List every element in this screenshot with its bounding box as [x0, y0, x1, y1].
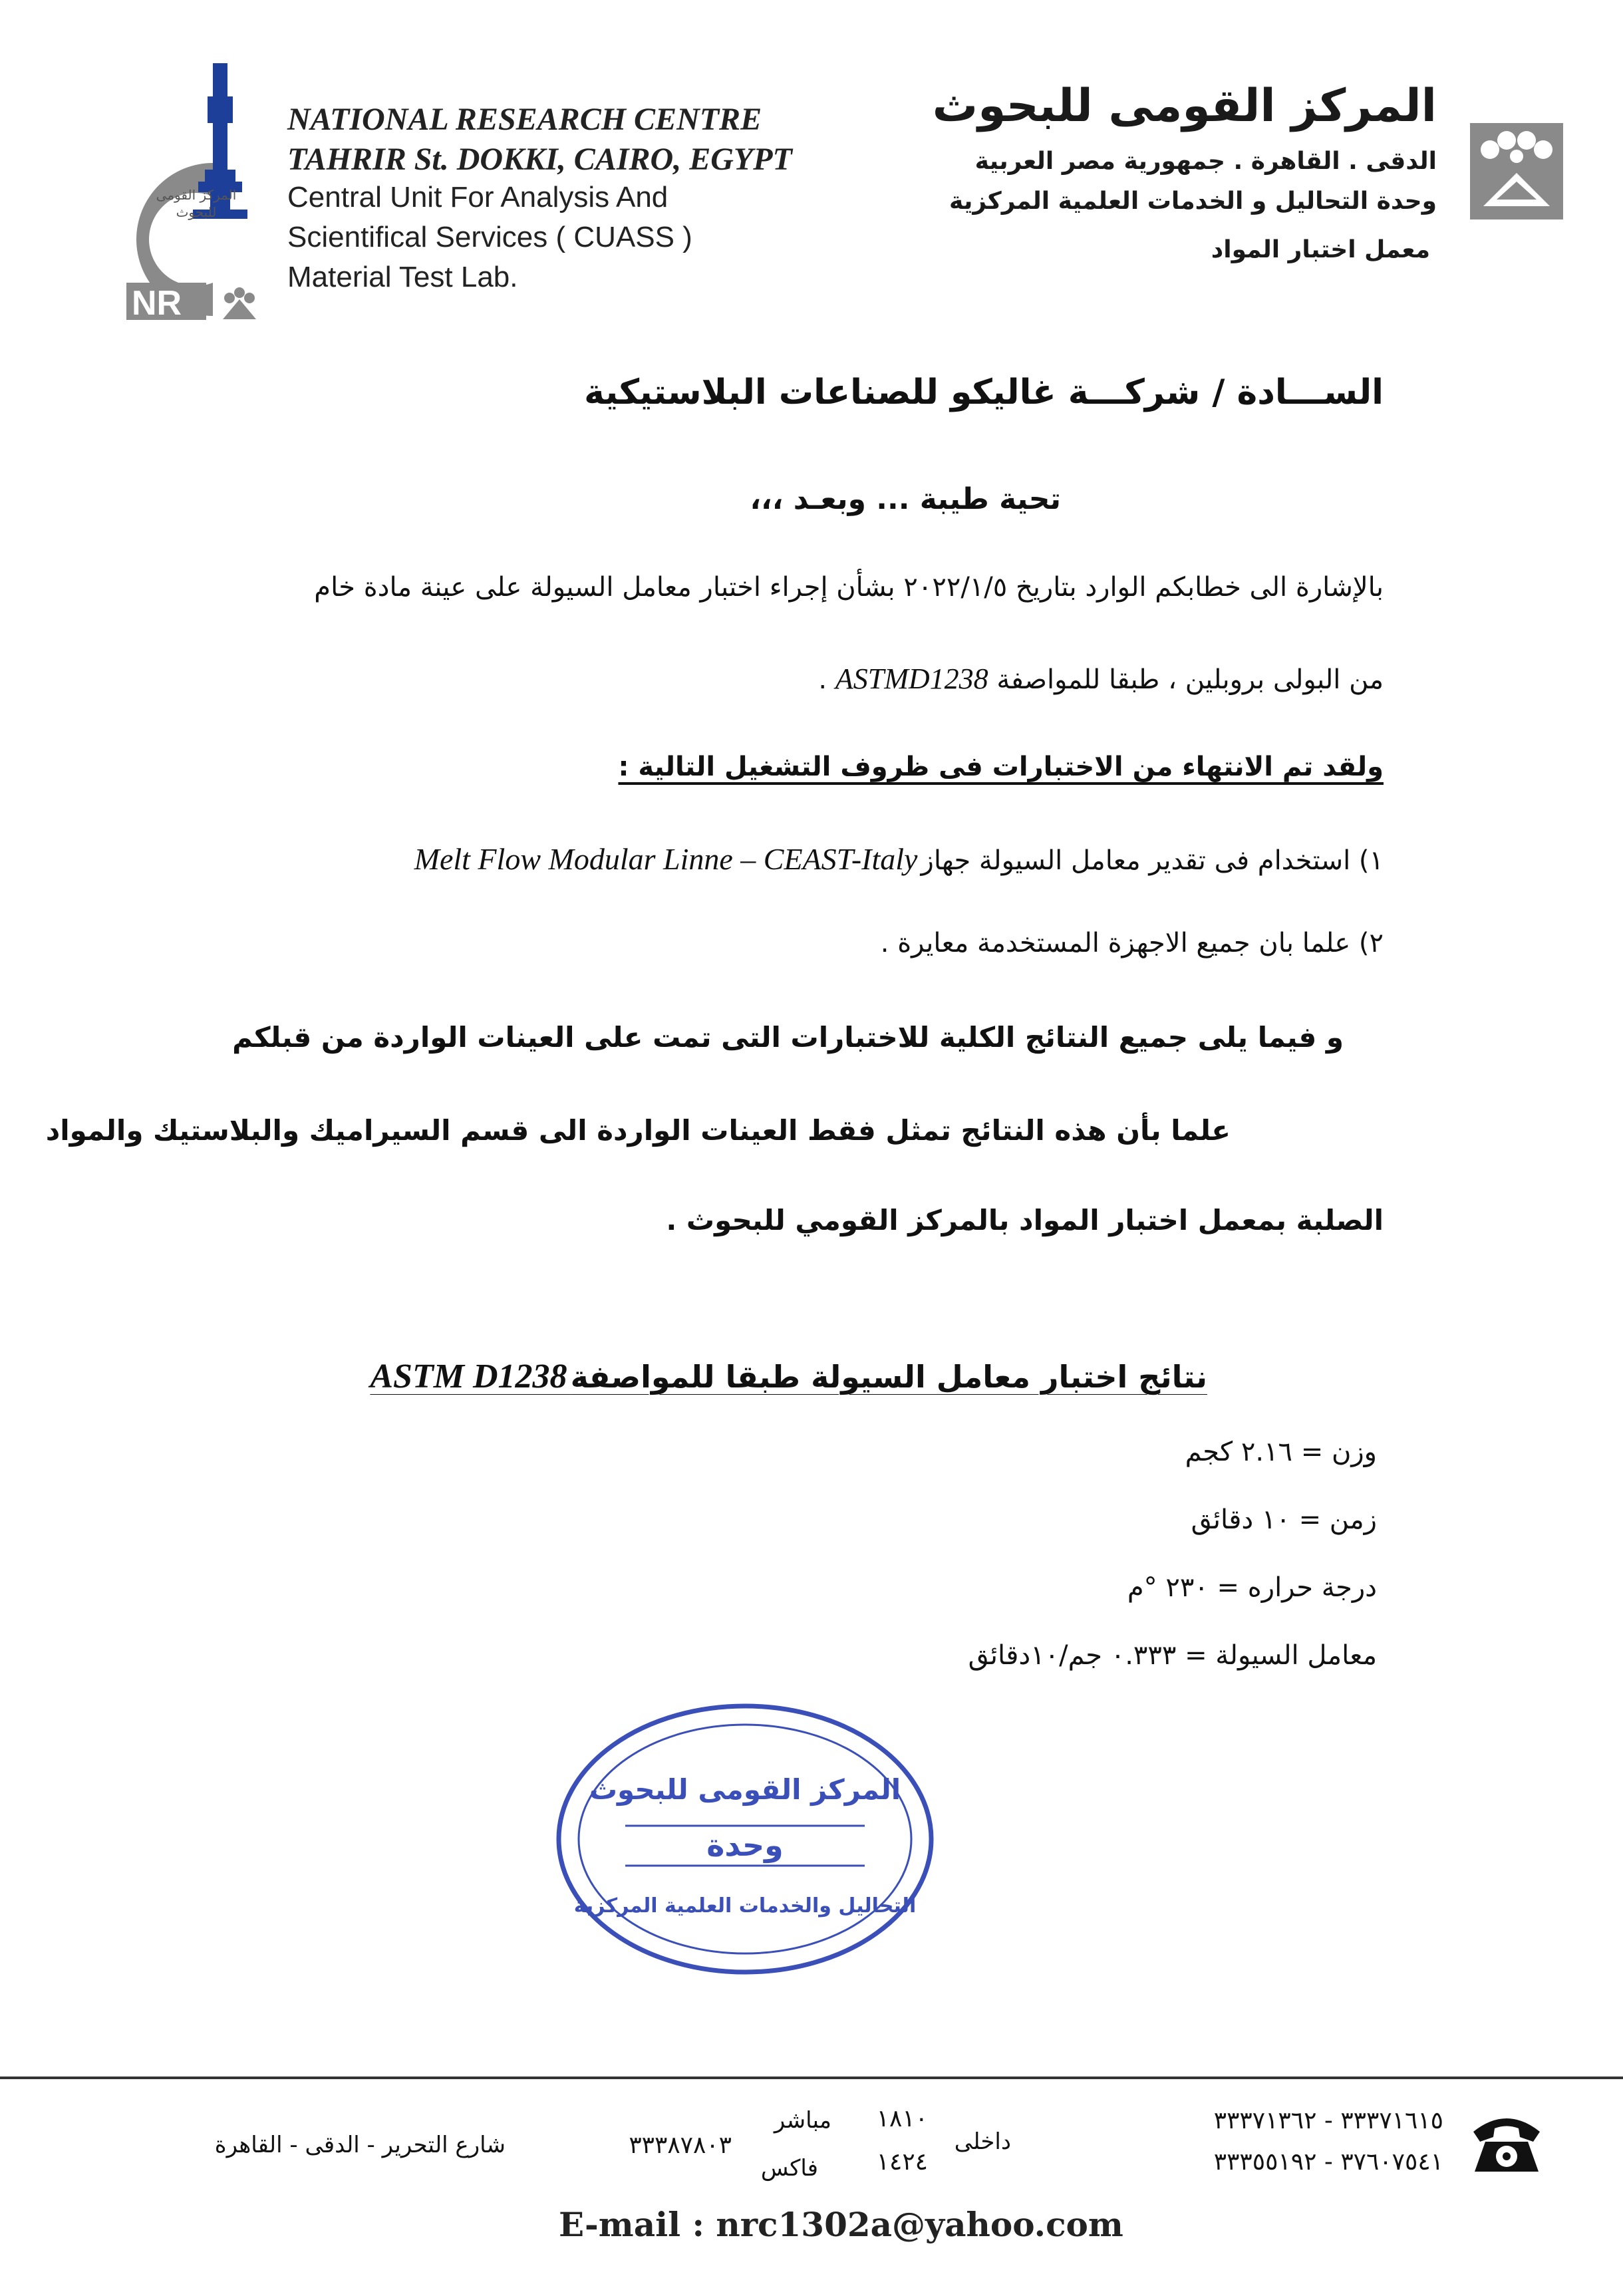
header-ar-line3: وحدة التحاليل و الخدمات العلمية المركزية	[949, 188, 1437, 215]
footer-phones-2: ٣٧٦٠٧٥٤١ - ٣٣٣٥٥١٩٢	[1213, 2148, 1443, 2176]
condition-item-1-text: ١) استخدام فى تقدير معامل السيولة جهاز	[921, 845, 1384, 876]
header-en-line3: Central Unit For Analysis And	[287, 181, 668, 214]
result-temperature: درجة حراره = ٢٣٠ °م	[1127, 1572, 1377, 1603]
result-time: زمن = ١٠ دقائق	[1191, 1505, 1377, 1535]
header-en-line4: Scientifical Services ( CUASS )	[287, 221, 692, 253]
paragraph-1-line-1: بالإشارة الى خطابكم الوارد بتاريخ ٢٠٢٢/١/٥ بشأن إجراء اختبار معامل السيولة على عينة مادة خام	[314, 572, 1384, 603]
header-en-line1: NATIONAL RESEARCH CENTRE	[287, 102, 762, 137]
footer-internal-2: ١٤٢٤	[876, 2148, 928, 2176]
stamp-line-3: التحاليل والخدمات العلمية المركزية	[573, 1894, 917, 1918]
condition-item-1	[414, 841, 1384, 877]
stamp-line-2: وحدة	[706, 1827, 784, 1863]
header-ar-line4: معمل اختبار المواد	[1211, 236, 1430, 263]
result-weight: وزن = ٢.١٦ كجم	[1185, 1437, 1377, 1467]
header-en-line5: Material Test Lab.	[287, 261, 518, 293]
header-en-line2: TAHRIR St. DOKKI, CAIRO, EGYPT	[287, 142, 792, 177]
result-melt-flow-index: معامل السيولة = ٠.٣٣٣ جم/١٠دقائق	[968, 1640, 1377, 1671]
results-note-line-3: الصلبة بمعمل اختبار المواد بالمركز القومي للبحوث .	[666, 1204, 1384, 1236]
footer-direct-label: مباشر	[774, 2107, 831, 2134]
greeting-line: تحية طيبة ... وبعـد ،،،	[750, 482, 1061, 516]
footer-fax-number: ٣٣٣٨٧٨٠٣	[629, 2132, 732, 2159]
footer-fax-label: فاكس	[760, 2155, 818, 2182]
footer-address: شارع التحرير - الدقى - القاهرة	[214, 2132, 506, 2158]
standard-code: ASTMD1238	[835, 662, 988, 695]
footer-phones-1: ٣٣٣٧١٦١٥ - ٣٣٣٧١٣٦٢	[1213, 2107, 1443, 2134]
results-title	[370, 1357, 1207, 1396]
nrc-fan-logo	[1470, 123, 1563, 219]
results-note-line-1: و فيما يلى جميع النتائج الكلية للاختبارات التى تمت على العينات الواردة من قبلكم	[232, 1021, 1344, 1054]
recipient-line: الســـادة / شركـــة غاليكو للصناعات البلاستيكية	[584, 372, 1384, 412]
logo-letters: NR	[132, 284, 182, 323]
conditions-heading: ولقد تم الانتهاء من الاختبارات فى ظروف التشغيل التالية :	[618, 752, 1384, 782]
footer-internal-1: ١٨١٠	[876, 2105, 928, 2132]
results-title-text: نتائج اختبار معامل السيولة طبقا للمواصفة	[570, 1359, 1207, 1395]
header-ar-line1: المركز القومى للبحوث	[932, 80, 1437, 132]
paragraph-1-line-2	[818, 662, 1384, 696]
footer-divider	[0, 2077, 1623, 2079]
stamp-line-1: المركز القومى للبحوث	[589, 1773, 901, 1806]
device-name: Melt Flow Modular Linne – CEAST-Italy	[414, 842, 918, 876]
condition-item-2: ٢) علما بان جميع الاجهزة المستخدمة معايرة .	[880, 928, 1384, 958]
results-note-line-2: علما بأن هذه النتائج تمثل فقط العينات الواردة الى قسم السيراميك والبلاستيك والمواد	[45, 1114, 1231, 1147]
paragraph-1-line-2-text: من البولى بروبلين ، طبقا للمواصفة	[996, 664, 1384, 695]
paragraph-1-line-2-end: .	[818, 664, 827, 695]
results-title-standard: ASTM D1238	[370, 1358, 567, 1395]
telephone-icon	[1467, 2105, 1547, 2178]
footer-internal-label: داخلى	[954, 2128, 1011, 2155]
footer-email[interactable]: E-mail : nrc1302a@yahoo.com	[559, 2205, 1123, 2244]
header-ar-line2: الدقى . القاهرة . جمهورية مصر العربية	[974, 148, 1437, 175]
official-stamp	[552, 1699, 938, 1979]
logo-arabic-caption: المركز القومى للبحوث	[156, 187, 237, 220]
